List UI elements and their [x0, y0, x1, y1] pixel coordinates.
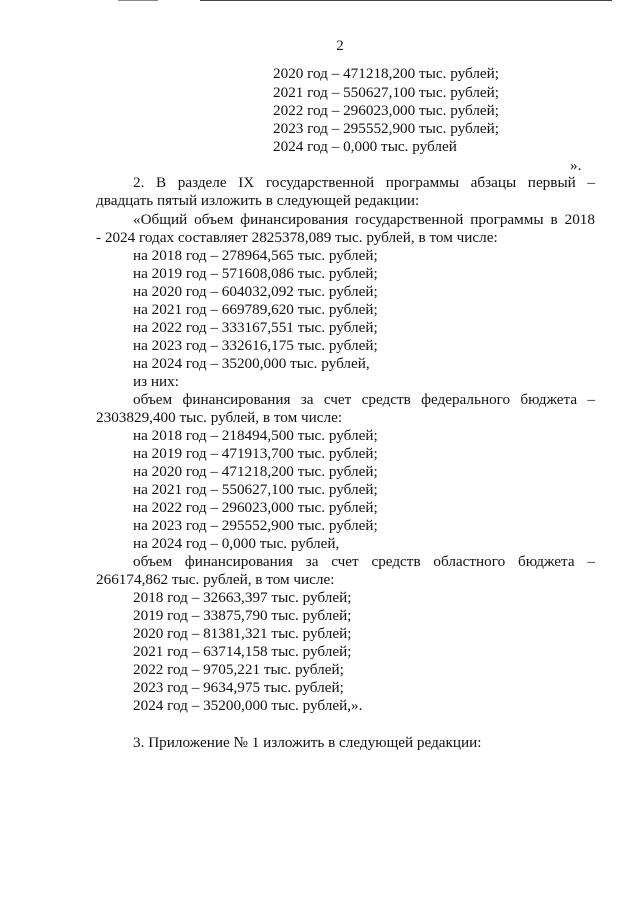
- federal-year-2020: на 2020 год – 471218,200 тыс. рублей;: [133, 463, 378, 480]
- total-financing-line2: - 2024 годах составляет 2825378,089 тыс. рублей, в том числе:: [96, 229, 498, 246]
- regional-year-2021: 2021 год – 63714,158 тыс. рублей;: [133, 643, 352, 660]
- regional-budget-line2: 266174,862 тыс. рублей, в том числе:: [96, 571, 335, 588]
- total-year-2020: на 2020 год – 604032,092 тыс. рублей;: [133, 283, 378, 300]
- of-which-label: из них:: [133, 373, 179, 390]
- federal-budget-line1: объем финансирования за счет средств федерального бюджета –: [133, 391, 595, 408]
- first-block-line-2021: 2021 год – 550627,100 тыс. рублей;: [273, 84, 500, 101]
- total-financing-line1: «Общий объем финансирования государственной программы в 2018: [133, 211, 595, 228]
- regional-year-2018: 2018 год – 32663,397 тыс. рублей;: [133, 589, 352, 606]
- regional-year-2024: 2024 год – 35200,000 тыс. рублей,».: [133, 697, 363, 714]
- federal-year-2022: на 2022 год – 296023,000 тыс. рублей;: [133, 499, 378, 516]
- federal-year-2024: на 2024 год – 0,000 тыс. рублей,: [133, 535, 340, 552]
- total-year-2019: на 2019 год – 571608,086 тыс. рублей;: [133, 265, 378, 282]
- total-year-2023: на 2023 год – 332616,175 тыс. рублей;: [133, 337, 378, 354]
- federal-year-2019: на 2019 год – 471913,700 тыс. рублей;: [133, 445, 378, 462]
- item3-paragraph: 3. Приложение № 1 изложить в следующей редакции:: [133, 734, 482, 751]
- item2-paragraph-line1: 2. В разделе IX государственной программы абзацы первый –: [133, 174, 595, 191]
- top-edge-rule: [200, 0, 612, 1]
- closing-quote: ».: [570, 157, 582, 174]
- federal-year-2018: на 2018 год – 218494,500 тыс. рублей;: [133, 427, 378, 444]
- federal-year-2021: на 2021 год – 550627,100 тыс. рублей;: [133, 481, 378, 498]
- total-year-2021: на 2021 год – 669789,620 тыс. рублей;: [133, 301, 378, 318]
- federal-budget-line2: 2303829,400 тыс. рублей, в том числе:: [96, 409, 343, 426]
- federal-year-2023: на 2023 год – 295552,900 тыс. рублей;: [133, 517, 378, 534]
- regional-year-2019: 2019 год – 33875,790 тыс. рублей;: [133, 607, 352, 624]
- regional-budget-line1: объем финансирования за счет средств областного бюджета –: [133, 553, 595, 570]
- total-year-2022: на 2022 год – 333167,551 тыс. рублей;: [133, 319, 378, 336]
- first-block-line-2024: 2024 год – 0,000 тыс. рублей: [273, 138, 457, 155]
- regional-year-2023: 2023 год – 9634,975 тыс. рублей;: [133, 679, 344, 696]
- first-block-line-2023: 2023 год – 295552,900 тыс. рублей;: [273, 120, 500, 137]
- page-number: 2: [336, 38, 344, 54]
- regional-year-2022: 2022 год – 9705,221 тыс. рублей;: [133, 661, 344, 678]
- regional-year-2020: 2020 год – 81381,321 тыс. рублей;: [133, 625, 352, 642]
- first-block-line-2020: 2020 год – 471218,200 тыс. рублей;: [273, 65, 500, 82]
- item2-paragraph-line2: двадцать пятый изложить в следующей редакции:: [96, 192, 420, 209]
- total-year-2018: на 2018 год – 278964,565 тыс. рублей;: [133, 247, 378, 264]
- total-year-2024: на 2024 год – 35200,000 тыс. рублей,: [133, 355, 370, 372]
- top-edge-mark: [118, 0, 158, 1]
- first-block-line-2022: 2022 год – 296023,000 тыс. рублей;: [273, 102, 500, 119]
